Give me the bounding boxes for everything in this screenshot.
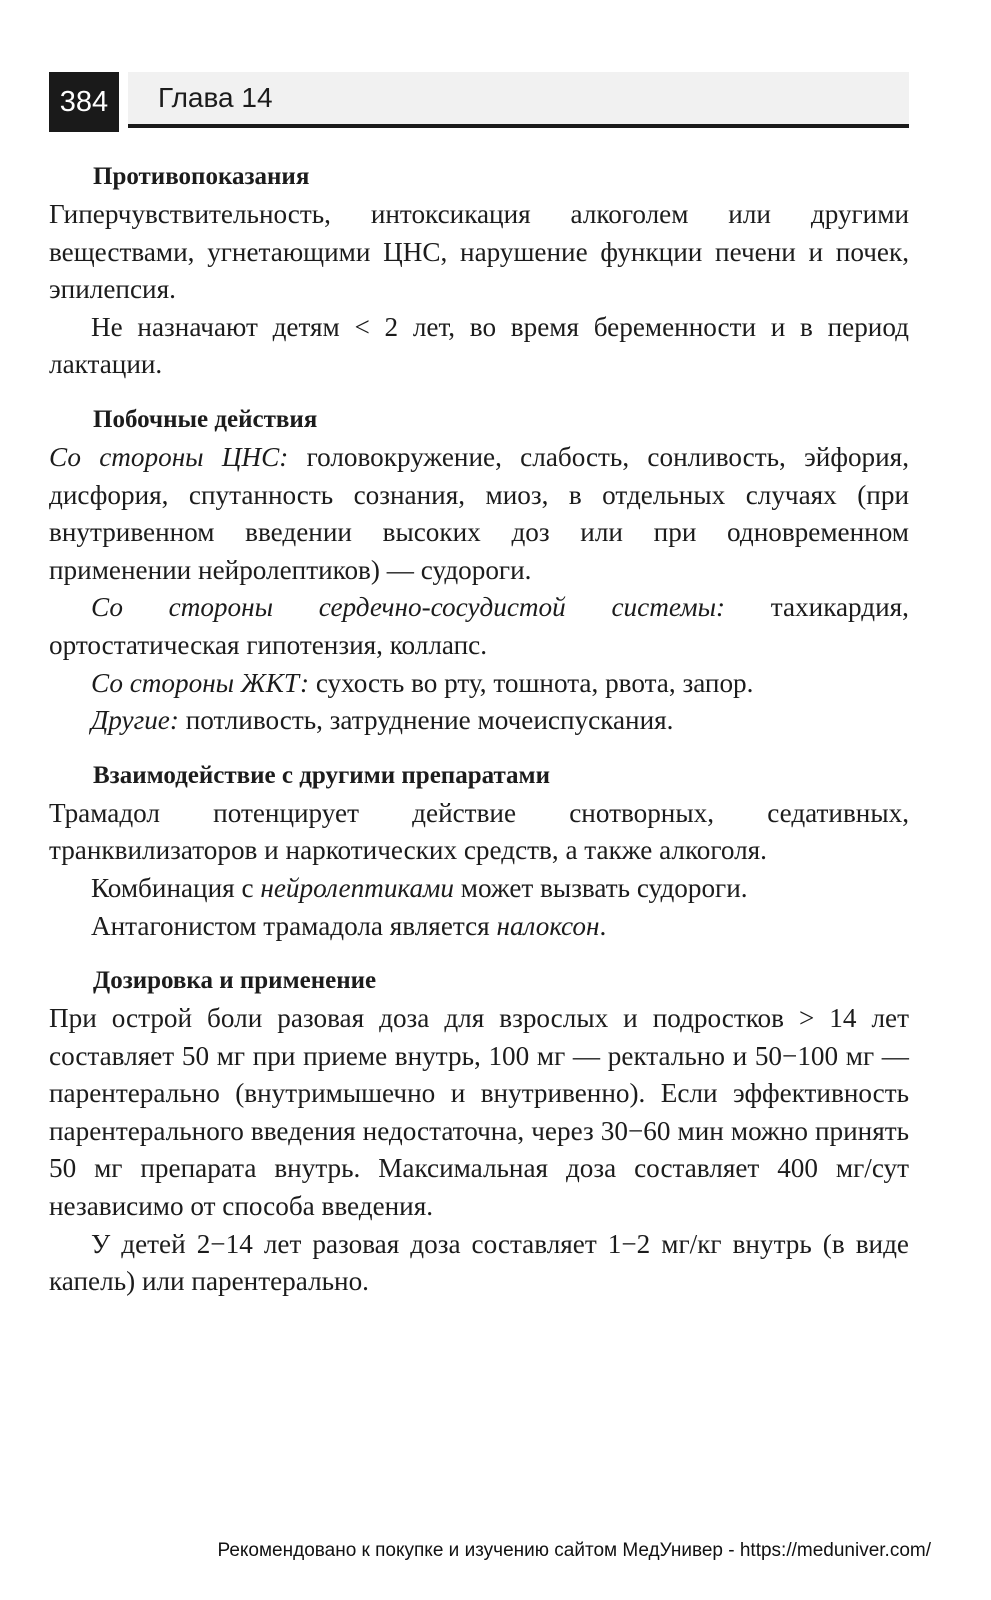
side-effects-cns: [49, 439, 909, 589]
side-effects-gi-text: сухость во рту, тошнота, рвота, запор.: [309, 667, 754, 698]
interactions-paragraph: Трамадол потенцирует действие снотворных, седативных, транквилизаторов и наркотических средств, а также алкоголя.: [49, 797, 909, 866]
interactions-antagonist-pre: Антагонистом трамадола является: [91, 910, 497, 941]
contraindications-paragraph-2: Не назначают детям < 2 лет, во время беременности и в период лактации.: [49, 311, 909, 380]
contraindications-paragraph: Гиперчувствительность, интоксикация алкоголем или другими веществами, угнетающими ЦНС, нарушение функции печени и почек, эпилепсия.: [49, 199, 909, 305]
interactions-neuroleptics-pre: Комбинация с: [91, 872, 261, 903]
dosage-children: У детей 2−14 лет разовая доза составляет 1−2 мг/кг внутрь (в виде капель) или парентерально.: [49, 1228, 909, 1297]
side-effects-cardio-label: Со стороны сердечно-сосудистой системы:: [91, 592, 726, 623]
page-content: [49, 158, 909, 1301]
side-effects-other-text: потливость, затруднение мочеиспускания.: [178, 705, 674, 736]
interactions-neuroleptics: [49, 870, 909, 908]
interactions-antagonist-post: .: [599, 910, 607, 941]
side-effects-other: [49, 702, 909, 740]
section-title-dosage: Дозировка и применение: [93, 967, 377, 995]
footer-recommendation: Рекомендовано к покупке и изучению сайтом МедУнивер - https://meduniver.com/: [217, 1540, 931, 1561]
section-title-interactions: Взаимодействие с другими препаратами: [93, 761, 550, 789]
header-rule: [128, 124, 909, 128]
interactions-antagonist: [49, 908, 909, 946]
section-title-side-effects: Побочные действия: [93, 405, 318, 433]
interactions-antagonist-term: налоксон: [496, 910, 600, 941]
side-effects-gi-label: Со стороны ЖКТ:: [91, 667, 310, 698]
side-effects-cardio-text: тахикардия, ортостатическая гипотензия, коллапс.: [49, 592, 909, 660]
side-effects-cns-label: Со стороны ЦНС:: [49, 441, 289, 472]
interactions-neuroleptics-post: может вызвать судороги.: [454, 872, 748, 903]
side-effects-other-label: Другие:: [91, 705, 179, 736]
section-title-contraindications: Противопоказания: [93, 163, 310, 190]
chapter-title: Глава 14: [158, 82, 273, 113]
dosage-adults: При острой боли разовая доза для взрослых и подростков > 14 лет составляет 50 мг при приеме внутрь, 100 мг — ректально и 50−100 мг — парентерально (внутримышечно и внутривенно). Если эффективность парентерального введения недостаточна, через 30−60 мин можно принять 50 мг препарата внутрь. Максимальная доза составляет 400 мг/сут независимо от способа введения.: [49, 1003, 909, 1222]
interactions-neuroleptics-term: нейролептиками: [260, 872, 454, 903]
side-effects-gi: [49, 665, 909, 703]
side-effects-cardio: [49, 589, 909, 664]
page-number: 384: [49, 72, 119, 132]
side-effects-cns-text: головокружение, слабость, сонливость, эйфория, дисфория, спутанность сознания, миоз, в отдельных случаях (при внутривенном введении высоких доз или при одновременном применении нейролептиков) — судороги.: [49, 441, 909, 585]
